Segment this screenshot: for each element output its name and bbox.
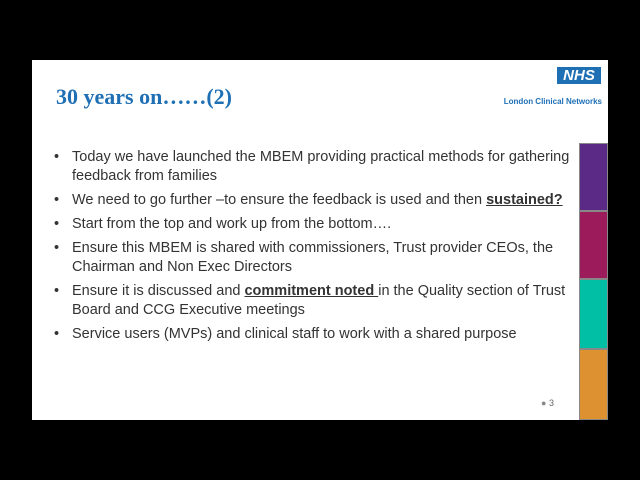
bullet-item: • Start from the top and work up from the bottom….	[52, 215, 572, 234]
bullet-item: • Ensure this MBEM is shared with commissioners, Trust provider CEOs, the Chairman and Non Exec Directors	[52, 239, 572, 277]
page-number-text: 3	[548, 398, 554, 408]
slide-title: 30 years on……(2)	[56, 84, 232, 109]
page-number: ● 3	[541, 398, 554, 408]
accent-bar-teal	[579, 279, 608, 349]
accent-bar-purple	[579, 143, 608, 211]
bullet-text: Ensure it is discussed and	[72, 283, 245, 299]
bullet-emphasis: sustained?	[486, 192, 563, 208]
bullet-list	[52, 148, 572, 349]
bullet-text: We need to go further –to ensure the feedback is used and then	[72, 192, 487, 208]
accent-bar-orange	[579, 349, 608, 420]
network-name: London Clinical Networks	[503, 97, 602, 106]
bullet-item	[52, 282, 572, 320]
bullet-item: • Service users (MVPs) and clinical staff to work with a shared purpose	[52, 325, 572, 344]
bullet-emphasis: commitment noted	[244, 283, 379, 299]
bullet-text: in the Quality section of Trust Board and CCG Executive meetings	[72, 283, 566, 318]
slide	[32, 60, 608, 420]
bullet-item: • Today we have launched the MBEM providing practical methods for gathering feedback from families	[52, 148, 572, 186]
accent-bar-maroon	[579, 211, 608, 279]
bullet-item	[52, 191, 572, 210]
nhs-logo: NHS	[557, 67, 601, 84]
